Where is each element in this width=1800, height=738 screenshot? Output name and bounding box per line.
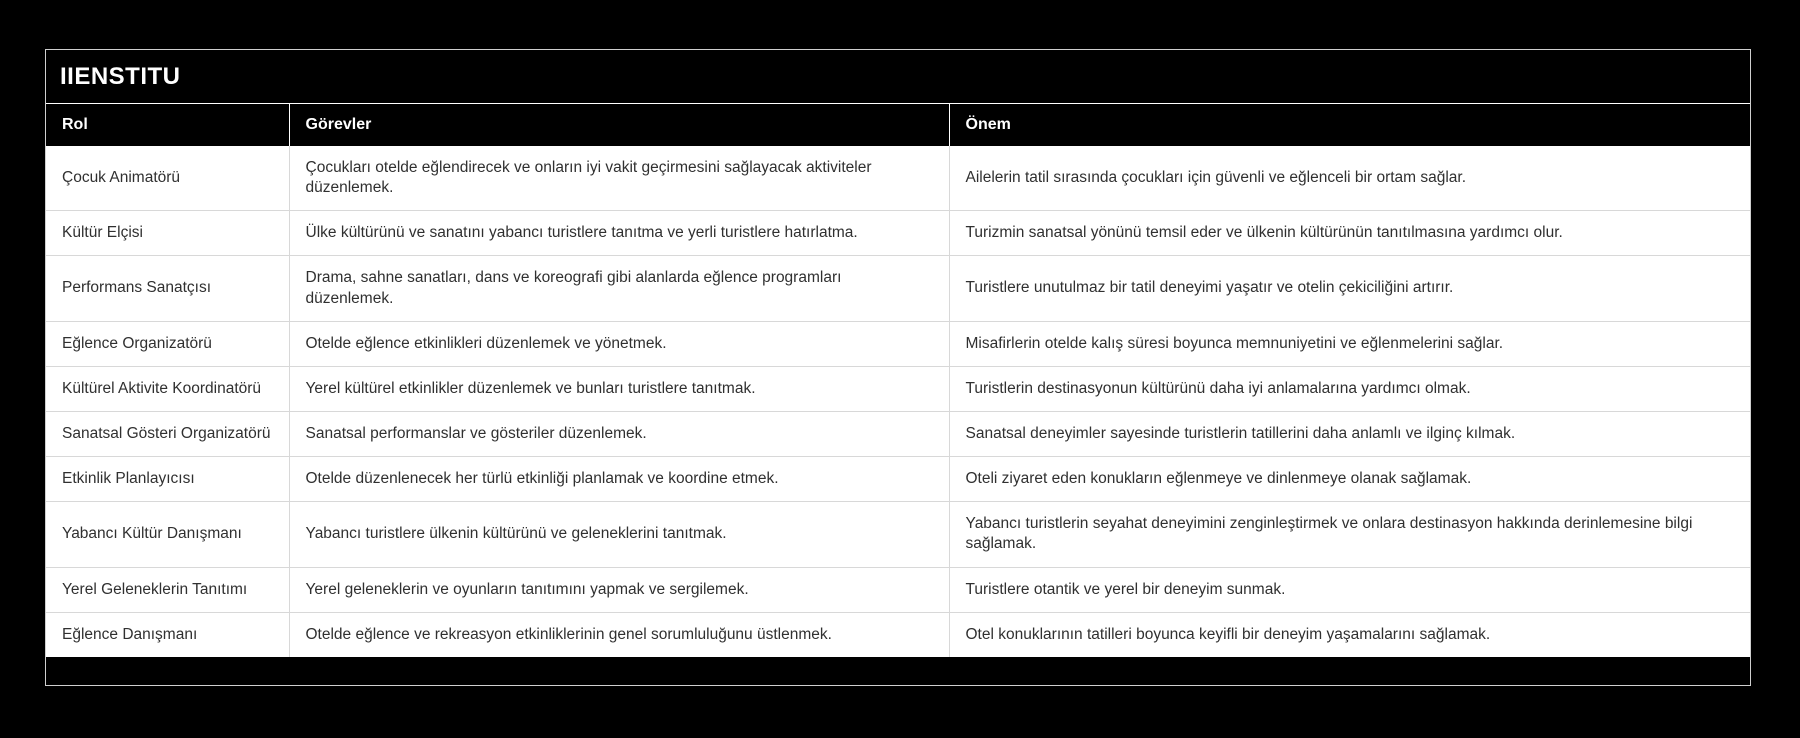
duties-cell: Sanatsal performanslar ve gösteriler düzenlemek. xyxy=(289,411,949,456)
role-cell: Yerel Geleneklerin Tanıtımı xyxy=(46,567,289,612)
duties-cell: Drama, sahne sanatları, dans ve koreografi gibi alanlarda eğlence programları düzenlemek. xyxy=(289,256,949,321)
column-header-rol: Rol xyxy=(46,104,289,146)
role-cell: Sanatsal Gösteri Organizatörü xyxy=(46,411,289,456)
duties-cell: Otelde eğlence ve rekreasyon etkinliklerinin genel sorumluluğunu üstlenmek. xyxy=(289,612,949,657)
table-row xyxy=(46,366,1750,411)
roles-table xyxy=(46,104,1750,657)
importance-cell: Sanatsal deneyimler sayesinde turistlerin tatillerini daha anlamlı ve ilginç kılmak. xyxy=(949,411,1750,456)
table-header xyxy=(46,104,1750,146)
page-title: IIENSTITU xyxy=(46,50,1750,104)
duties-cell: Otelde eğlence etkinlikleri düzenlemek ve yönetmek. xyxy=(289,321,949,366)
header-row xyxy=(46,104,1750,146)
table-row xyxy=(46,567,1750,612)
importance-cell: Yabancı turistlerin seyahat deneyimini zenginleştirmek ve onlara destinasyon hakkında derinlemesine bilgi sağlamak. xyxy=(949,502,1750,567)
table-row xyxy=(46,321,1750,366)
duties-cell: Çocukları otelde eğlendirecek ve onların iyi vakit geçirmesini sağlayacak aktiviteler düzenlemek. xyxy=(289,146,949,211)
importance-cell: Turistlerin destinasyonun kültürünü daha iyi anlamalarına yardımcı olmak. xyxy=(949,366,1750,411)
duties-cell: Yerel geleneklerin ve oyunların tanıtımını yapmak ve sergilemek. xyxy=(289,567,949,612)
importance-cell: Oteli ziyaret eden konukların eğlenmeye ve dinlenmeye olanak sağlamak. xyxy=(949,457,1750,502)
role-cell: Kültürel Aktivite Koordinatörü xyxy=(46,366,289,411)
table-body xyxy=(46,146,1750,657)
importance-cell: Ailelerin tatil sırasında çocukları için güvenli ve eğlenceli bir ortam sağlar. xyxy=(949,146,1750,211)
table-row xyxy=(46,256,1750,321)
role-cell: Çocuk Animatörü xyxy=(46,146,289,211)
role-cell: Eğlence Organizatörü xyxy=(46,321,289,366)
role-cell: Eğlence Danışmanı xyxy=(46,612,289,657)
column-header-onem: Önem xyxy=(949,104,1750,146)
table-row xyxy=(46,502,1750,567)
table-row xyxy=(46,211,1750,256)
role-cell: Performans Sanatçısı xyxy=(46,256,289,321)
importance-cell: Misafirlerin otelde kalış süresi boyunca memnuniyetini ve eğlenmelerini sağlar. xyxy=(949,321,1750,366)
duties-cell: Yerel kültürel etkinlikler düzenlemek ve bunları turistlere tanıtmak. xyxy=(289,366,949,411)
table-row xyxy=(46,146,1750,211)
role-cell: Yabancı Kültür Danışmanı xyxy=(46,502,289,567)
importance-cell: Turistlere unutulmaz bir tatil deneyimi yaşatır ve otelin çekiciliğini artırır. xyxy=(949,256,1750,321)
table-row xyxy=(46,612,1750,657)
table-row xyxy=(46,457,1750,502)
importance-cell: Otel konuklarının tatilleri boyunca keyifli bir deneyim yaşamalarını sağlamak. xyxy=(949,612,1750,657)
duties-cell: Yabancı turistlere ülkenin kültürünü ve geleneklerini tanıtmak. xyxy=(289,502,949,567)
duties-cell: Otelde düzenlenecek her türlü etkinliği planlamak ve koordine etmek. xyxy=(289,457,949,502)
importance-cell: Turizmin sanatsal yönünü temsil eder ve ülkenin kültürünün tanıtılmasına yardımcı olur. xyxy=(949,211,1750,256)
importance-cell: Turistlere otantik ve yerel bir deneyim sunmak. xyxy=(949,567,1750,612)
roles-table-card xyxy=(45,49,1751,686)
role-cell: Kültür Elçisi xyxy=(46,211,289,256)
column-header-gorevler: Görevler xyxy=(289,104,949,146)
role-cell: Etkinlik Planlayıcısı xyxy=(46,457,289,502)
duties-cell: Ülke kültürünü ve sanatını yabancı turistlere tanıtma ve yerli turistlere hatırlatma. xyxy=(289,211,949,256)
table-row xyxy=(46,411,1750,456)
